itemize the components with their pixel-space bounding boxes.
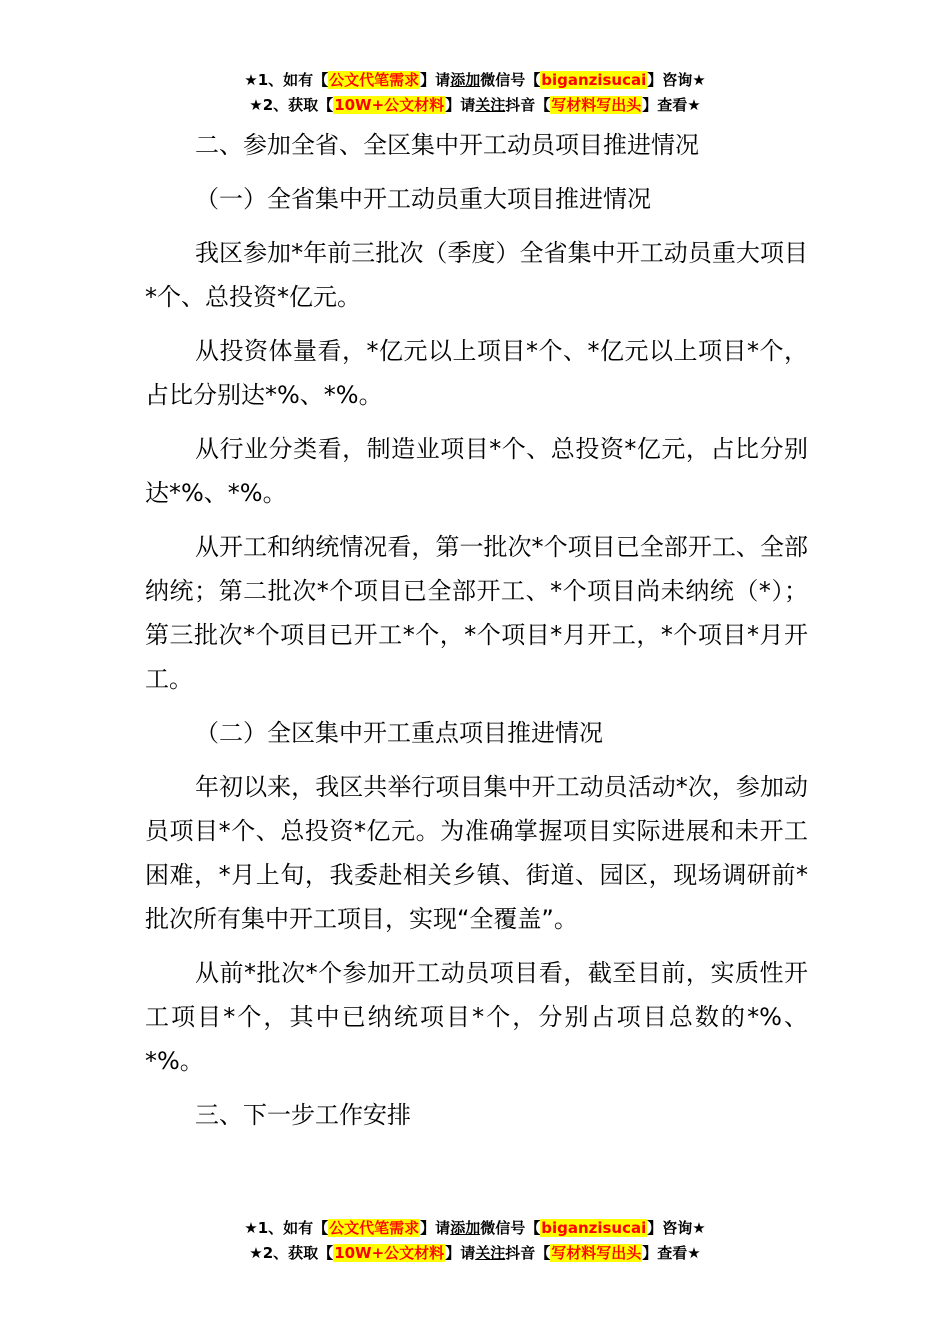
banner-highlight: biganzisucai xyxy=(541,1219,647,1237)
banner-underlined: 关注 xyxy=(475,96,506,114)
banner-text: 】请 xyxy=(420,1219,451,1237)
banner-highlight: 公文代笔需求 xyxy=(329,71,420,89)
banner-highlight: 10W+公文材料 xyxy=(334,1244,445,1262)
banner-text: 】查看★ xyxy=(642,1244,701,1262)
banner-text: 】请 xyxy=(420,71,451,89)
banner-line-1 xyxy=(0,68,950,93)
section-2-title: 二、参加全省、全区集中开工动员项目推进情况 xyxy=(195,131,699,159)
banner-underlined: 添加 xyxy=(450,1219,481,1237)
banner-text: ★1、如有【 xyxy=(244,1219,329,1237)
document-body xyxy=(145,123,808,1147)
banner-bottom xyxy=(0,1216,950,1266)
banner-text: 微信号【 xyxy=(480,71,541,89)
paragraph: 从开工和纳统情况看，第一批次*个项目已全部开工、全部纳统；第二批次*个项目已全部开工、*个项目尚未纳统（*）；第三批次*个项目已开工*个，*个项目*月开工，*个项目*月开工。 xyxy=(145,533,808,693)
paragraph: 我区参加*年前三批次（季度）全省集中开工动员重大项目*个、总投资*亿元。 xyxy=(145,239,808,311)
banner-line-2 xyxy=(0,1241,950,1266)
banner-text: 抖音【 xyxy=(505,96,551,114)
banner-text: 微信号【 xyxy=(480,1219,541,1237)
paragraph: 年初以来，我区共举行项目集中开工动员活动*次，参加动员项目*个、总投资*亿元。为准确掌握项目实际进展和未开工困难，*月上旬，我委赴相关乡镇、街道、园区，现场调研前*批次所有集中开工项目，实现“全覆盖”。 xyxy=(145,773,808,933)
banner-line-1 xyxy=(0,1216,950,1241)
banner-text: 】请 xyxy=(445,96,476,114)
banner-text: ★2、获取【 xyxy=(249,96,334,114)
banner-highlight: 写材料写出头 xyxy=(551,96,642,114)
banner-text: ★1、如有【 xyxy=(244,71,329,89)
banner-top xyxy=(0,68,950,118)
banner-highlight: 公文代笔需求 xyxy=(329,1219,420,1237)
banner-highlight: biganzisucai xyxy=(541,71,647,89)
banner-underlined: 添加 xyxy=(450,71,481,89)
banner-highlight: 10W+公文材料 xyxy=(334,96,445,114)
paragraph: 从前*批次*个参加开工动员项目看，截至目前，实质性开工项目*个，其中已纳统项目*个，分别占项目总数的*%、*%。 xyxy=(145,959,808,1075)
paragraph: 从行业分类看，制造业项目*个、总投资*亿元，占比分别达*%、*%。 xyxy=(145,435,808,507)
banner-text: 】查看★ xyxy=(642,96,701,114)
section-3-title: 三、下一步工作安排 xyxy=(195,1101,411,1129)
banner-underlined: 关注 xyxy=(475,1244,506,1262)
banner-highlight: 写材料写出头 xyxy=(551,1244,642,1262)
banner-line-2 xyxy=(0,93,950,118)
subsection-2-title: （二）全区集中开工重点项目推进情况 xyxy=(195,719,603,747)
paragraph: 从投资体量看，*亿元以上项目*个、*亿元以上项目*个，占比分别达*%、*%。 xyxy=(145,337,808,409)
subsection-1-title: （一）全省集中开工动员重大项目推进情况 xyxy=(195,185,651,213)
banner-text: 抖音【 xyxy=(505,1244,551,1262)
banner-text: 】请 xyxy=(445,1244,476,1262)
banner-text: 】咨询★ xyxy=(647,71,706,89)
banner-text: ★2、获取【 xyxy=(249,1244,334,1262)
banner-text: 】咨询★ xyxy=(647,1219,706,1237)
